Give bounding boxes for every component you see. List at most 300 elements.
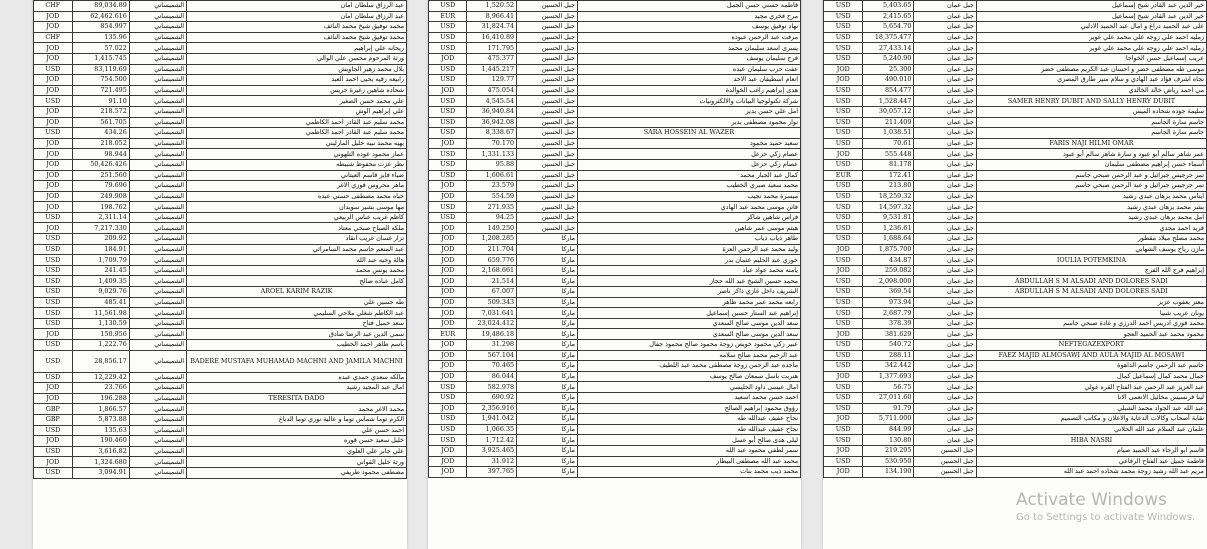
name-cell: امال عبد المجيد رشيد xyxy=(187,383,407,394)
currency-cell: JOD xyxy=(34,159,73,170)
table-row xyxy=(34,340,407,351)
amount-cell: 1,236.61 xyxy=(863,223,914,234)
name-cell: IOULIA POTEMKINA xyxy=(976,255,1206,266)
branch-cell: الشميساني xyxy=(129,202,186,213)
branch-cell: الشميساني xyxy=(129,96,186,107)
name-cell: محمد توفيق شيخ محمد النائف xyxy=(187,22,407,33)
currency-cell: USD xyxy=(429,392,467,403)
currency-cell: JOD xyxy=(429,340,467,351)
table-row xyxy=(824,159,1207,170)
currency-cell: USD xyxy=(824,297,863,308)
branch-cell: ماركا xyxy=(517,467,578,478)
currency-cell: JOD xyxy=(429,350,467,361)
name-cell: احمد حسن محمد اسعيد xyxy=(577,392,800,403)
name-cell: جمال محمد كمال إسماعيل كمال xyxy=(976,371,1206,382)
amount-cell: 854.477 xyxy=(863,85,914,96)
name-cell: ميسرة محمد نجيب xyxy=(577,191,800,202)
table-row xyxy=(824,403,1207,414)
name-cell: مرفت عبد الرحمن عبوده xyxy=(577,32,800,43)
name-cell: عصام زكي حزعل xyxy=(577,149,800,160)
name-cell: عصام زكي حزعل xyxy=(577,159,800,170)
branch-cell: ماركا xyxy=(517,276,578,287)
branch-cell: جبل عمان xyxy=(914,117,976,128)
name-cell: ABDULLAH S M ALSADI AND DOLORES SADI xyxy=(976,287,1206,298)
table-row xyxy=(429,223,801,234)
name-cell: طه حسين علي xyxy=(187,297,407,308)
table-row xyxy=(34,212,407,223)
table-row xyxy=(34,467,407,478)
name-cell: محمد سعيد صبري الخطيب xyxy=(577,181,800,192)
currency-cell: JOD xyxy=(429,223,467,234)
amount-cell: 249.908 xyxy=(72,191,129,202)
branch-cell: الشميساني xyxy=(129,32,186,43)
currency-cell: EUR xyxy=(429,11,467,22)
amount-cell: 342.442 xyxy=(863,361,914,372)
table-row xyxy=(429,435,801,446)
branch-cell: ماركا xyxy=(517,424,578,435)
amount-cell: 211.704 xyxy=(467,244,517,255)
amount-cell: 434.26 xyxy=(72,128,129,139)
branch-cell: جبل عمان xyxy=(914,371,976,382)
currency-cell: JOD xyxy=(34,11,73,22)
branch-cell: ماركا xyxy=(517,382,578,393)
table-row xyxy=(34,64,407,75)
name-cell: ماهر محروس فوزي الاغر xyxy=(187,181,407,192)
table-row xyxy=(34,414,407,425)
name-cell: مها موسى بشير سويدان xyxy=(187,202,407,213)
table-row xyxy=(824,212,1207,223)
currency-cell: USD xyxy=(429,106,467,117)
currency-cell: JOD xyxy=(34,223,73,234)
branch-cell: جبل الحسين xyxy=(517,1,578,12)
name-cell: فرج سليمان يوسف xyxy=(577,53,800,64)
name-cell: خليل سعيد حسن قوره xyxy=(187,436,407,447)
branch-cell: الشميساني xyxy=(129,53,186,64)
table-row xyxy=(824,414,1207,425)
name-cell: سمي الدين عبد الرضا صادق xyxy=(187,329,407,340)
amount-cell: 259.082 xyxy=(863,265,914,276)
document-page-middle xyxy=(428,0,801,549)
name-cell: عمار محمود عوده التلهوني xyxy=(187,149,407,160)
name-cell: يونان عريب شبيا xyxy=(976,308,1206,319)
name-cell: عمر شاهر سالم أبو عبود و سارة شاهر سالم أبو عبود xyxy=(976,149,1206,160)
name-cell: ايناس محمد برهان عبدي رشيد xyxy=(976,191,1206,202)
name-cell: ريحانه علي إبراهيم xyxy=(187,43,407,54)
table-row xyxy=(34,149,407,160)
table-row xyxy=(429,403,801,414)
currency-cell: JOD xyxy=(34,43,73,54)
amount-cell: 554.59 xyxy=(467,191,517,202)
currency-cell: EUR xyxy=(824,170,863,181)
amount-cell: 1,324.680 xyxy=(72,457,129,468)
table-row xyxy=(429,255,801,266)
amount-cell: 475.054 xyxy=(467,85,517,96)
name-cell: أسماء حسن إبراهيم مصطفى سليمان xyxy=(976,159,1206,170)
branch-cell: جبل عمان xyxy=(914,159,976,170)
name-cell: عبد العزيز عبد الرحمن عبد الفتاح القره غولي xyxy=(976,382,1206,393)
name-cell: علي محمد حسن الصغير xyxy=(187,96,407,107)
name-cell: سليمة جوده شحاده الميس xyxy=(976,106,1206,117)
amount-cell: 70.170 xyxy=(467,138,517,149)
branch-cell: جبل عمان xyxy=(914,149,976,160)
branch-cell: جبل عمان xyxy=(914,255,976,266)
branch-cell: جبل عمان xyxy=(914,11,976,22)
amount-cell: 57.022 xyxy=(72,43,129,54)
table-row xyxy=(34,106,407,117)
table-row xyxy=(429,149,801,160)
amount-cell: 91.79 xyxy=(863,403,914,414)
branch-cell: الشميساني xyxy=(129,383,186,394)
currency-cell: JOD xyxy=(34,191,73,202)
currency-cell: JOD xyxy=(34,436,73,447)
table-row xyxy=(824,456,1207,467)
name-cell: نوار محمود مصطفى بدير xyxy=(577,117,800,128)
branch-cell: جبل عمان xyxy=(914,138,976,149)
name-cell: SARA HOSSEIN AL WAZER xyxy=(577,128,800,139)
amount-cell: 397.765 xyxy=(467,467,517,478)
amount-cell: 7,217.330 xyxy=(72,223,129,234)
branch-cell: جبل عمان xyxy=(914,1,976,12)
name-cell: نجاح عفيف عبدالله طه xyxy=(577,424,800,435)
name-cell: سعد حميل فتاح xyxy=(187,318,407,329)
branch-cell: ماركا xyxy=(517,414,578,425)
amount-cell: 129.77 xyxy=(467,75,517,86)
branch-cell: الشميساني xyxy=(129,436,186,447)
branch-cell: جبل عمان xyxy=(914,43,976,54)
currency-cell: USD xyxy=(824,308,863,319)
amount-cell: 369.54 xyxy=(863,287,914,298)
table-row xyxy=(824,32,1207,43)
name-cell: ABDULLAH S M ALSADI AND DOLORES SADI xyxy=(976,276,1206,287)
branch-cell: جبل عمان xyxy=(914,32,976,43)
amount-cell: 28,856.17 xyxy=(72,350,129,372)
table-row xyxy=(429,96,801,107)
branch-cell: الشميساني xyxy=(129,11,186,22)
branch-cell: جبل الحسين xyxy=(517,75,578,86)
amount-cell: 27,433.14 xyxy=(863,43,914,54)
branch-cell: الشميساني xyxy=(129,75,186,86)
branch-cell: الشميساني xyxy=(129,265,186,276)
name-cell: محمد سليم عبد القادر احمد الكاظمي xyxy=(187,117,407,128)
table-row xyxy=(429,424,801,435)
branch-cell: ماركا xyxy=(517,265,578,276)
currency-cell: USD xyxy=(824,138,863,149)
amount-cell: 378.39 xyxy=(863,318,914,329)
branch-cell: جبل عمان xyxy=(914,22,976,33)
table-row xyxy=(34,287,407,298)
currency-cell: JOD xyxy=(429,191,467,202)
name-cell: علي جابر علي العلوي xyxy=(187,446,407,457)
name-cell: باسم طاهر احمد الخطيب xyxy=(187,340,407,351)
name-cell: محمد مصلح ميلاد مقطور xyxy=(976,234,1206,245)
amount-cell: 1,415.745 xyxy=(72,53,129,64)
amount-cell: 218.572 xyxy=(72,106,129,117)
name-cell: نجاح عفيف عبدالله طه xyxy=(577,414,800,425)
amount-cell: 209.92 xyxy=(72,234,129,245)
branch-cell: جبل الحسين xyxy=(517,85,578,96)
currency-cell: USD xyxy=(429,170,467,181)
branch-cell: الشميساني xyxy=(129,457,186,468)
branch-cell: جبل عمان xyxy=(914,191,976,202)
branch-cell: جبل عمان xyxy=(914,318,976,329)
table-body xyxy=(34,1,407,479)
branch-cell: الشميساني xyxy=(129,181,186,192)
currency-cell: JOD xyxy=(824,244,863,255)
amount-cell: 86.044 xyxy=(467,371,517,382)
amount-cell: 1,941.042 xyxy=(467,414,517,425)
table-row xyxy=(824,1,1207,12)
currency-cell: USD xyxy=(824,435,863,446)
branch-cell: ماركا xyxy=(517,329,578,340)
table-row xyxy=(429,445,801,456)
name-cell: سمر لطفي محمود عبد الله xyxy=(577,445,800,456)
name-cell: NEFTEGAZEXPORT xyxy=(976,340,1206,351)
name-cell: ملكه الصباح صبحي معتاد xyxy=(187,223,407,234)
branch-cell: الشميساني xyxy=(129,43,186,54)
name-cell: HIBA NASRI xyxy=(976,435,1206,446)
amount-cell: 5,873.88 xyxy=(72,414,129,425)
name-cell: محمد يونس محمد xyxy=(187,265,407,276)
amount-cell: 1,866.57 xyxy=(72,404,129,415)
branch-cell: الشميساني xyxy=(129,223,186,234)
name-cell: لينا فرنسيس مخائيل الانعمى الانا xyxy=(976,392,1206,403)
currency-cell: USD xyxy=(34,212,73,223)
amount-cell: 288.11 xyxy=(863,350,914,361)
currency-cell: GBP xyxy=(34,404,73,415)
branch-cell: الشميساني xyxy=(129,446,186,457)
name-cell: محمد سليم عبد القادر احمد الكاظمي xyxy=(187,128,407,139)
table-row xyxy=(34,308,407,319)
table-row xyxy=(34,75,407,86)
name-cell: جاسم سارة الجاسم xyxy=(976,117,1206,128)
amount-cell: 721.495 xyxy=(72,85,129,96)
branch-cell: جبل عمان xyxy=(914,170,976,181)
currency-cell: USD xyxy=(34,318,73,329)
currency-cell: USD xyxy=(34,297,73,308)
name-cell: زمليه احمد علي زوجه علي محمد علي غوير xyxy=(976,43,1206,54)
currency-cell: CHF xyxy=(34,32,73,43)
branch-cell: جبل عمان xyxy=(914,308,976,319)
amount-cell: 135.96 xyxy=(72,32,129,43)
branch-cell: الشميساني xyxy=(129,425,186,436)
currency-cell: JOD xyxy=(34,138,73,149)
branch-cell: ماركا xyxy=(517,255,578,266)
amount-cell: 67.007 xyxy=(467,287,517,298)
amount-cell: 91.10 xyxy=(72,96,129,107)
table-row xyxy=(34,159,407,170)
table-row xyxy=(824,287,1207,298)
table-row xyxy=(34,11,407,22)
table-row xyxy=(429,265,801,276)
name-cell: يسرى اسعد سليمان محمد xyxy=(577,43,800,54)
branch-cell: الشميساني xyxy=(129,404,186,415)
table-row xyxy=(429,371,801,382)
currency-cell: USD xyxy=(824,1,863,12)
amount-cell: 4,545.54 xyxy=(467,96,517,107)
table-body xyxy=(824,1,1207,478)
branch-cell: جبل عمان xyxy=(914,96,976,107)
currency-cell: USD xyxy=(824,382,863,393)
watermark-title: Activate Windows xyxy=(1016,490,1167,510)
branch-cell: الشميساني xyxy=(129,1,186,12)
name-cell: موسى طه مصطفى خضر و احسان عبد الكريم مصطفى خضر xyxy=(976,64,1206,75)
name-cell: عبير زكي محمود خويص زوجة محمود صالح محمود جفال xyxy=(577,340,800,351)
name-cell: كاظم غريب عباس الربيعي xyxy=(187,212,407,223)
table-row xyxy=(429,106,801,117)
table-row xyxy=(429,329,801,340)
table-row xyxy=(429,43,801,54)
branch-cell: الشميساني xyxy=(129,117,186,128)
table-body xyxy=(429,1,801,478)
currency-cell: JOD xyxy=(34,202,73,213)
currency-cell: USD xyxy=(34,425,73,436)
branch-cell: جبل الحسين xyxy=(517,106,578,117)
table-row xyxy=(824,223,1207,234)
currency-cell: USD xyxy=(824,212,863,223)
name-cell: امال عيسى داود الحليسي xyxy=(577,382,800,393)
currency-cell: USD xyxy=(34,287,73,298)
currency-cell: USD xyxy=(824,106,863,117)
amount-cell: 509.343 xyxy=(467,297,517,308)
currency-cell: JOD xyxy=(429,403,467,414)
branch-cell: جبل الحسين xyxy=(914,445,976,456)
amount-cell: 19,486.18 xyxy=(467,329,517,340)
branch-cell: جبل الحسين xyxy=(517,96,578,107)
currency-cell: USD xyxy=(34,467,73,478)
currency-cell: USD xyxy=(824,85,863,96)
table-row xyxy=(824,96,1207,107)
table-row xyxy=(824,308,1207,319)
currency-cell: USD xyxy=(34,265,73,276)
document-page-right xyxy=(823,0,1207,549)
name-cell: عبد الرزاق سلطان امان xyxy=(187,1,407,12)
amount-cell: 98.944 xyxy=(72,149,129,160)
amount-cell: 184.91 xyxy=(72,244,129,255)
currency-cell: JOD xyxy=(34,383,73,394)
table-row xyxy=(824,85,1207,96)
amount-cell: 218.052 xyxy=(72,138,129,149)
branch-cell: جبل الحسين xyxy=(517,159,578,170)
amount-cell: 2,311.14 xyxy=(72,212,129,223)
table-row xyxy=(824,191,1207,202)
currency-cell: JOD xyxy=(429,308,467,319)
name-cell: عبد الكاظم شغلي ملاحي السليمي xyxy=(187,308,407,319)
amount-cell: 94.25 xyxy=(467,212,517,223)
name-cell: محمد الاغر محمد xyxy=(187,404,407,415)
branch-cell: جبل الحسين xyxy=(517,128,578,139)
amount-cell: 25.300 xyxy=(863,64,914,75)
amount-cell: 2,687.79 xyxy=(863,308,914,319)
name-cell: بهيه محمد نبيه خليل المارليني xyxy=(187,138,407,149)
name-cell: TERESITA DADO xyxy=(187,393,407,404)
currency-cell: JOD xyxy=(824,467,863,478)
name-cell: امل علي حسن بدير xyxy=(577,106,800,117)
amount-cell: 130.80 xyxy=(863,435,914,446)
currency-cell: JOD xyxy=(34,106,73,117)
table-row xyxy=(824,255,1207,266)
amount-cell: 567.104 xyxy=(467,350,517,361)
currency-cell: USD xyxy=(824,361,863,372)
currency-cell: USD xyxy=(34,96,73,107)
amount-cell: 11,561.98 xyxy=(72,308,129,319)
currency-cell: USD xyxy=(429,435,467,446)
table-row xyxy=(34,372,407,383)
branch-cell: الشميساني xyxy=(129,170,186,181)
branch-cell: الشميساني xyxy=(129,106,186,117)
name-cell: مازن رياح يوسف الشهابي xyxy=(976,244,1206,255)
currency-cell: JOD xyxy=(824,265,863,276)
branch-cell: جبل الحسين xyxy=(517,64,578,75)
name-cell: عبد الله عبد الجواد محمد الشبلي xyxy=(976,403,1206,414)
table-row xyxy=(429,297,801,308)
table-row xyxy=(34,457,407,468)
table-row xyxy=(429,308,801,319)
amount-cell: 31.912 xyxy=(467,456,517,467)
amount-cell: 5,240.90 xyxy=(863,53,914,64)
name-cell: FAEZ MAJID ALMOSAWI AND AULA MAJID AL MOSAWI xyxy=(976,350,1206,361)
branch-cell: جبل عمان xyxy=(914,340,976,351)
branch-cell: الشميساني xyxy=(129,191,186,202)
name-cell: عبد الرحيم محمد صالح سلامه xyxy=(577,350,800,361)
amount-cell: 1,066.35 xyxy=(467,424,517,435)
name-cell: معتز يعقوب عزيز xyxy=(976,297,1206,308)
name-cell: إبراهيم عبد الستار حسين إسماعيل xyxy=(577,308,800,319)
currency-cell: JOD xyxy=(34,53,73,64)
branch-cell: ماركا xyxy=(517,350,578,361)
name-cell: هيثم موسى عمر شاهين xyxy=(577,223,800,234)
currency-cell: JOD xyxy=(429,361,467,372)
name-cell: ضياء فايز قاسم العيتاني xyxy=(187,170,407,181)
branch-cell: الشميساني xyxy=(129,22,186,33)
amount-cell: 135.63 xyxy=(72,425,129,436)
name-cell: يامنه محمد عواد عياد xyxy=(577,265,800,276)
amount-cell: 1,038.51 xyxy=(863,128,914,139)
currency-cell: USD xyxy=(824,181,863,192)
table-row xyxy=(429,170,801,181)
amount-cell: 1,709.79 xyxy=(72,255,129,266)
name-cell: وليد محمد عبد الرحمن العزة xyxy=(577,244,800,255)
amount-cell: 241.45 xyxy=(72,265,129,276)
table-row xyxy=(34,446,407,457)
amount-cell: 2,356.916 xyxy=(467,403,517,414)
name-cell: سعد الدين موسى صالح السعدي xyxy=(577,329,800,340)
table-row xyxy=(429,138,801,149)
currency-cell: USD xyxy=(824,53,863,64)
table-row xyxy=(429,276,801,287)
amount-cell: 14,597.32 xyxy=(863,202,914,213)
branch-cell: ماركا xyxy=(517,244,578,255)
name-cell: عريب إسماعيل حسن الخواجا xyxy=(976,53,1206,64)
branch-cell: جبل عمان xyxy=(914,392,976,403)
currency-cell: JOD xyxy=(34,170,73,181)
name-cell: احمد حسن علي xyxy=(187,425,407,436)
table-row xyxy=(429,244,801,255)
table-row xyxy=(34,202,407,213)
table-row xyxy=(34,265,407,276)
branch-cell: الشميساني xyxy=(129,318,186,329)
currency-cell: JOD xyxy=(34,181,73,192)
branch-cell: جبل عمان xyxy=(914,297,976,308)
currency-cell: USD xyxy=(824,117,863,128)
branch-cell: الشميساني xyxy=(129,350,186,372)
currency-cell: USD xyxy=(824,350,863,361)
table-row xyxy=(824,138,1207,149)
table-row xyxy=(34,425,407,436)
table-row xyxy=(429,11,801,22)
branch-cell: جبل عمان xyxy=(914,424,976,435)
amount-cell: 36,940.84 xyxy=(467,106,517,117)
amount-cell: 18,375.477 xyxy=(863,32,914,43)
